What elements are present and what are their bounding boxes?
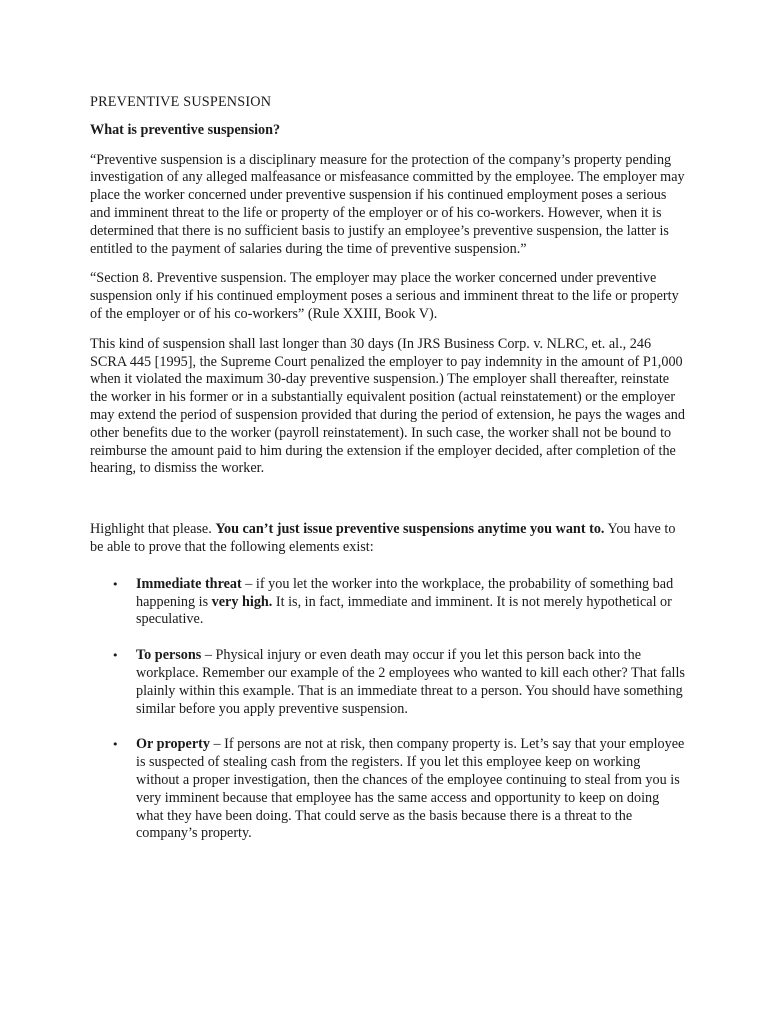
document-page: [90, 94, 686, 861]
element-label: Or property: [136, 736, 210, 753]
bullet-icon: •: [112, 577, 119, 591]
list-item-immediate-threat: [90, 576, 686, 629]
section-8-quote: “Section 8. Preventive suspension. The employer may place the worker concerned under preventive suspension only if his continued employment poses a serious and imminent threat to the life or property of the employer or of his co-workers” (Rule XXIII, Book V).: [90, 270, 679, 322]
highlight-lead: Highlight that please.: [90, 521, 216, 538]
element-text: – if you let the worker into the workplace, the probability of something bad happening is: [136, 575, 674, 610]
bullet-icon: •: [112, 649, 119, 663]
highlight-rest: You have to be able to prove that the following elements exist:: [90, 521, 676, 555]
list-item-to-persons: [90, 647, 686, 718]
element-label: Immediate threat: [136, 575, 242, 592]
highlight-paragraph: [90, 521, 686, 557]
element-emphasis: very high.: [211, 593, 273, 610]
highlight-bold: You can’t just issue preventive suspensions anytime you want to.: [215, 521, 605, 538]
list-item-or-property: [90, 736, 686, 843]
element-label: To persons: [136, 647, 202, 664]
duration-paragraph: This kind of suspension shall last longer than 30 days (In JRS Business Corp. v. NLRC, et. al., 246 SCRA 445 [1995], the Supreme Court penalized the employer to pay indemnity in the amount of P1,000 when it violated the maximum 30-day preventive suspension.) The employer shall thereafter, reinstate the worker in his former or in a substantially equivalent position (actual reinstatement) or the employer may extend the period of suspension provided that during the period of extension, he pays the wages and other benefits due to the worker (payroll reinstatement). In such case, the worker shall not be bound to reimburse the amount paid to him during the extension if the employer decided, after completion of the hearing, to dismiss the worker.: [90, 335, 685, 477]
elements-list: [90, 576, 686, 843]
document-title: PREVENTIVE SUSPENSION: [90, 94, 272, 110]
definition-quote: “Preventive suspension is a disciplinary measure for the protection of the company’s property pending investigation of any alleged malfeasance or misfeasance committed by the employee. The employer may place the worker concerned under preventive suspension if his continued employment poses a serious and imminent threat to the life or property of the employer or of his co-workers. However, when it is determined that there is no sufficient basis to justify an employee’s preventive suspension, the latter is entitled to the payment of salaries during the time of preventive suspension.”: [90, 151, 685, 257]
section-question: What is preventive suspension?: [90, 121, 281, 138]
element-text-2: It is, in fact, immediate and imminent. It is not merely hypothetical or speculative.: [136, 593, 672, 628]
element-text: – Physical injury or even death may occur if you let this person back into the workplace. Remember our example of the 2 employees who wanted to kill each other? That falls plainly within this example. That is an immediate threat to a person. You should have something similar before you apply preventive suspension.: [136, 647, 685, 717]
bullet-icon: •: [112, 738, 119, 752]
element-text: – If persons are not at risk, then company property is. Let’s say that your employee is suspected of stealing cash from the registers. If you let this employee keep on working without a proper investigation, then the chances of the employee continuing to steal from you is very imminent because that employee has the same access and opportunity to keep on doing what they have been doing. That could serve as the basis because there is a threat to the company’s property.: [136, 736, 685, 842]
